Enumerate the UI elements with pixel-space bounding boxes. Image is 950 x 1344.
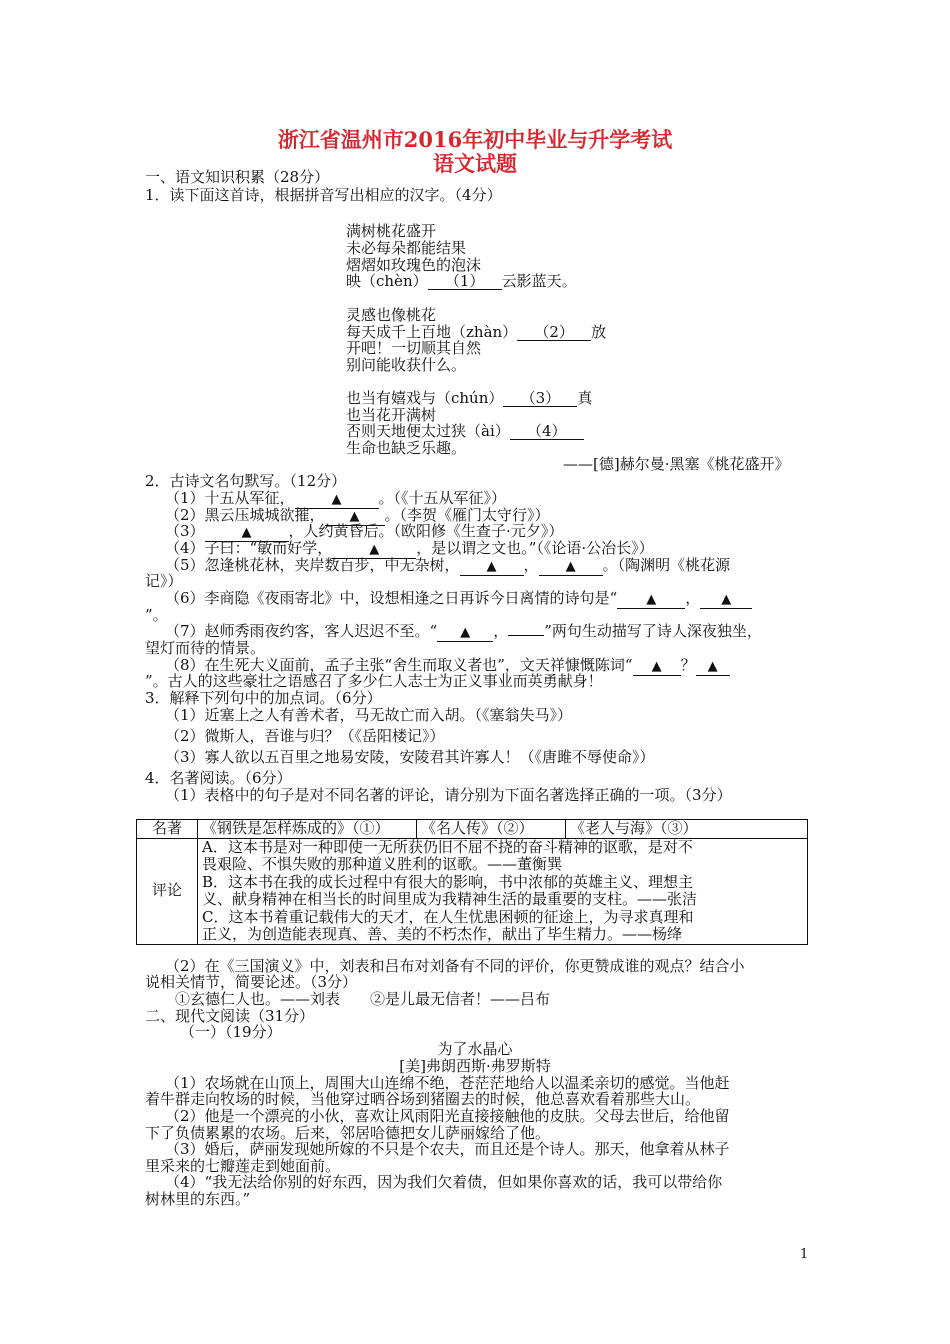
review-line: C．这本书着重记载伟大的天才，在人生忧患困顿的征途上，为寻求真理和: [202, 907, 694, 926]
paragraph-line: 里采来的七瓣莲走到她面前。: [145, 1157, 341, 1175]
answer-blank[interactable]: ▲: [332, 542, 416, 559]
poem-line: 满树桃花盛开: [346, 222, 437, 240]
section-1-heading: 一、语文知识积累（28分）: [145, 168, 330, 186]
answer-blank[interactable]: ▲: [437, 625, 493, 642]
q2-text: （1）十五从军征，: [165, 489, 295, 507]
poem-line: [346, 422, 584, 440]
q2-text: （5）忽逢桃花林，夹岸数百步，中无杂树，: [165, 556, 460, 574]
q2-item-5-cont: 记》）: [145, 572, 183, 590]
paragraph-line: （4）“我无法给你别的好东西，因为我们欠着债，但如果你喜欢的话，我可以带给你: [165, 1173, 723, 1191]
q2-text: （6）李商隐《夜雨寄北》中，设想相逢之日再诉今日离情的诗句是“: [165, 589, 618, 607]
answer-blank[interactable]: ▲: [539, 559, 603, 576]
q2-item-6: [165, 589, 752, 609]
question-3: 3．解释下列句中的加点词。（6分）: [145, 689, 382, 707]
paragraph-line: 下了负债累累的农场。后来，邻居哈德把女儿萨丽嫁给了他。: [145, 1124, 551, 1142]
q2-item-8-cont: ”。古人的这些豪壮之语感召了多少仁人志士为正义事业而英勇献身！: [145, 672, 603, 690]
q2-text: （8）在生死大义面前，孟子主张“舍生而取义者也”，文天祥慷慨陈词“: [165, 656, 633, 674]
question-4-1: （1）表格中的句子是对不同名著的评论，请分别为下面名著选择正确的一项。（3分）: [165, 786, 732, 804]
question-2: 2．古诗文名句默写。（12分）: [145, 472, 347, 490]
poem-text: 放: [591, 323, 607, 341]
answer-blank[interactable]: [508, 635, 544, 636]
answer-blank[interactable]: ▲: [205, 525, 289, 542]
table-header-cell: 名著: [137, 820, 198, 839]
table-header-cell: 《钢铁是怎样炼成的》（①）: [198, 820, 417, 839]
q2-text: （7）赵师秀雨夜约客，客人迟迟不至。“: [165, 622, 438, 640]
paragraph-line: （2）他是一个漂亮的小伙，喜欢让风雨阳光直接接触他的皮肤。父母去世后，给他留: [165, 1107, 730, 1125]
page-number: 1: [800, 1247, 809, 1262]
q2-item-6-cont: ”。: [145, 606, 168, 624]
review-line: A．这本书是对一种即使一无所获仍旧不屈不挠的奋斗精神的讴歌，是对不: [202, 837, 693, 856]
paragraph-line: 着牛群走向牧场的时候，当他穿过晒谷场到猪圈去的时候，他总喜欢看着那些大山。: [145, 1090, 701, 1108]
answer-blank[interactable]: ▲: [460, 559, 524, 576]
table-row-label: 评论: [137, 838, 198, 944]
q2-item-5: [165, 556, 730, 576]
q2-text: ，人约黄昏后。（欧阳修《生查子·元夕》）: [288, 522, 564, 540]
quotes-line: ①玄德仁人也。——刘表 ②是儿最无信者！——吕布: [175, 990, 551, 1008]
q2-text: ，: [685, 589, 701, 607]
table-header-cell: 《名人传》（②）: [417, 820, 566, 839]
blank-1[interactable]: （1）: [428, 273, 502, 290]
answer-blank[interactable]: ▲: [325, 509, 385, 526]
poem-line: [346, 272, 577, 290]
poem-line: 未必每朵都能结果: [346, 239, 467, 257]
poem-text: 映（chèn）: [346, 272, 428, 290]
exam-subtitle: 语文试题: [433, 151, 517, 176]
poem-line: 别问能收获什么。: [346, 356, 467, 374]
paragraph-line: （3）婚后，萨丽发现她所嫁的不只是个农夫，而且还是个诗人。那天，他拿着从林子: [165, 1140, 730, 1158]
q3-item: （2）微斯人，吾谁与归？（《岳阳楼记》）: [165, 727, 445, 745]
poem-source: ——[德]赫尔曼·黑塞《桃花盛开》: [563, 455, 790, 473]
q2-text: 。（《十五从军征》）: [378, 489, 507, 507]
exam-title: 浙江省温州市2016年初中毕业与升学考试: [277, 127, 673, 152]
review-cell: [198, 838, 808, 944]
article-author: [美]弗朗西斯·弗罗斯特: [399, 1057, 551, 1075]
q3-item: （3）寡人欲以五百里之地易安陵，安陵君其许寡人！（《唐雎不辱使命》）: [165, 748, 655, 766]
q3-item: （1）近塞上之人有善术者，马无故亡而入胡。（《塞翁失马》）: [165, 706, 573, 724]
q2-text: 。（陶渊明《桃花源: [602, 556, 731, 574]
poem-line: 开吧！一切顺其自然: [346, 339, 482, 357]
poem-line: 也当花开满树: [346, 406, 437, 424]
q2-text: （3）: [165, 522, 205, 540]
review-table: [136, 819, 808, 945]
q2-text: （4）子曰：“敏而好学，: [165, 539, 333, 557]
question-4: 4．名著阅读。（6分）: [145, 769, 292, 787]
table-row: [137, 838, 808, 944]
article-title: 为了水晶心: [437, 1040, 513, 1058]
poem-text: 否则天地便太过狭（ài）: [346, 422, 510, 440]
q2-text: ？: [680, 656, 696, 674]
table-header-row: [137, 820, 808, 839]
table-header-cell: 《老人与海》（③）: [566, 820, 808, 839]
q2-text: ，是以谓之文也。”（《论语·公冶长》）: [416, 539, 654, 557]
question-1: 1．读下面这首诗，根据拼音写出相应的汉字。（4分）: [145, 186, 502, 204]
review-line: 正义，为创造能表现真、善、美的不朽杰作，献出了毕生精力。——杨绛: [202, 925, 683, 943]
poem-line: 灵感也像桃花: [346, 306, 437, 324]
answer-blank[interactable]: ▲: [700, 592, 752, 609]
poem-text: 每天成千上百地（zhàn）: [346, 323, 518, 341]
poem-line: [346, 389, 592, 407]
paragraph-line: 树林里的东西。”: [145, 1190, 251, 1208]
q2-text: ，: [523, 556, 539, 574]
blank-2[interactable]: （2）: [517, 324, 591, 341]
q2-text: ，: [493, 622, 509, 640]
review-line: 义、献身精神在相当长的时间里成为我精神生活的最重要的支柱。——张洁: [202, 890, 698, 908]
answer-blank[interactable]: ▲: [633, 659, 681, 676]
poem-text: 真: [577, 389, 593, 407]
poem-text: 也当有嬉戏与（chún）: [346, 389, 504, 407]
q2-text: ”两句生动描写了诗人深夜独坐，: [544, 622, 762, 640]
q2-text: （2）黑云压城城欲摧，: [165, 506, 325, 524]
q2-item-7-cont: 望灯而待的情景。: [145, 639, 266, 657]
q2-text: 。（李贺《雁门太守行》）: [384, 506, 550, 524]
poem-line: 熠熠如玫瑰色的泡沫: [346, 256, 482, 274]
answer-blank[interactable]: ▲: [696, 659, 730, 676]
question-4-2: （2）在《三国演义》中，刘表和吕布对刘备有不同的评价，你更赞成谁的观点？结合小: [165, 957, 745, 975]
subsection-heading: （一）（19分）: [180, 1023, 282, 1041]
poem-line: 生命也缺乏乐趣。: [346, 439, 467, 457]
poem-text: 云影蓝天。: [501, 272, 577, 290]
question-4-2-cont: 说相关情节，简要论述。（3分）: [145, 973, 358, 991]
paragraph-line: （1）农场就在山顶上，周围大山连绵不绝，苍茫茫地给人以温柔亲切的感觉。当他赶: [165, 1074, 730, 1092]
review-line: 畏艰险、不惧失败的那种道义胜利的讴歌。——董衡巽: [202, 855, 563, 873]
answer-blank[interactable]: ▲: [295, 492, 379, 509]
blank-4[interactable]: （4）: [510, 423, 584, 440]
answer-blank[interactable]: ▲: [617, 592, 685, 609]
review-line: B．这本书在我的成长过程中有很大的影响，书中浓郁的英雄主义、理想主: [202, 872, 694, 891]
section-2-heading: 二、现代文阅读（31分）: [145, 1007, 315, 1025]
blank-3[interactable]: （3）: [503, 390, 577, 407]
